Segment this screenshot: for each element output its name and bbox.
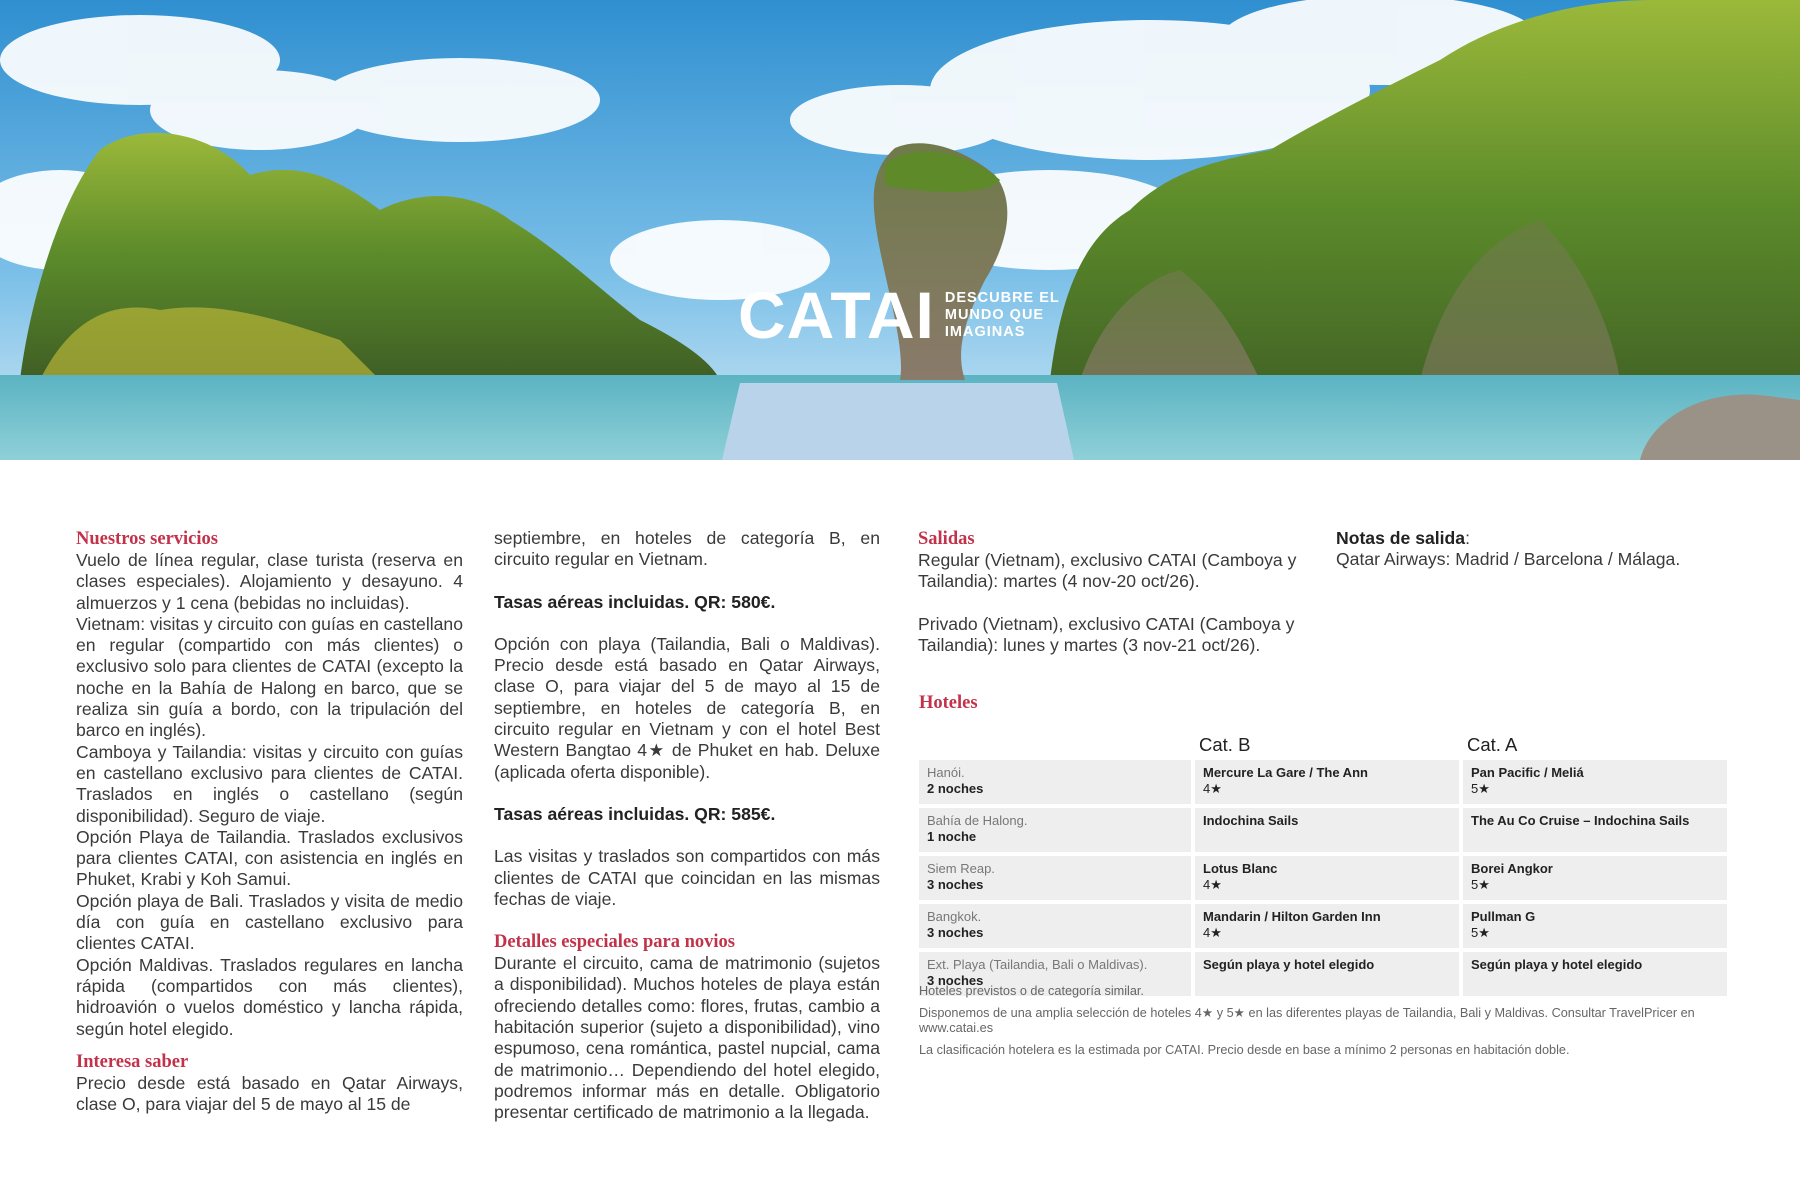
hotel-name: Mandarin / Hilton Garden Inn <box>1203 909 1381 924</box>
destination-nights: 3 noches <box>927 924 984 940</box>
logo-wordmark: CATAI <box>738 278 935 352</box>
tax-note: Tasas aéreas incluidas. QR: 585€. <box>494 803 776 824</box>
hotel-name: Mercure La Gare / The Ann <box>1203 765 1368 780</box>
hotel-name: Pan Pacific / Meliá <box>1471 765 1584 780</box>
services-paragraph: Opción playa de Bali. Traslados y visita de medio día con guía en castellano exclusivo para clientes CATAI. <box>76 890 463 954</box>
destination-cell <box>919 808 1191 852</box>
table-row <box>919 856 1727 900</box>
tagline-line: MUNDO QUE <box>944 306 1045 323</box>
cat-b-cell <box>1195 760 1459 804</box>
tagline-line: DESCUBRE EL <box>944 289 1060 306</box>
destination-cell <box>919 856 1191 900</box>
services-paragraph: Opción Playa de Tailandia. Traslados exclusivos para clientes CATAI, con asistencia en inglés en Phuket, Krabi y Koh Samui. <box>76 826 463 890</box>
hotels-table <box>915 730 1731 1000</box>
destination-cell <box>919 904 1191 948</box>
catai-logo[interactable] <box>738 278 1060 352</box>
destination-nights: 1 noche <box>927 828 977 844</box>
table-row <box>919 808 1727 852</box>
hotel-name: The Au Co Cruise – Indochina Sails <box>1471 813 1690 828</box>
destination-name: Bahía de Halong. <box>927 813 1028 828</box>
tagline-line: IMAGINAS <box>944 323 1026 340</box>
services-paragraph: Camboya y Tailandia: visitas y circuito con guías en castellano exclusivo para clientes de CATAI. Traslados en inglés o castellano (según disponibilidad). Seguro de viaje. <box>76 741 463 826</box>
hotels-heading: Hoteles <box>919 693 978 713</box>
table-header-row <box>919 734 1727 756</box>
destination-nights: 3 noches <box>927 972 984 988</box>
services-paragraph: Vuelo de línea regular, clase turista (reserva en clases especiales). Alojamiento y desayuno. 4 almuerzos y 1 cena (bebidas no incluidas). <box>76 550 463 613</box>
footnote: La clasificación hotelera es la estimada por CATAI. Precio desde en base a mínimo 2 personas en habitación doble. <box>919 1043 1570 1057</box>
hotel-name: Pullman G <box>1471 909 1536 924</box>
table-row <box>919 760 1727 804</box>
services-heading: Nuestros servicios <box>76 529 218 549</box>
hotel-stars: 4★ <box>1203 780 1222 796</box>
interesa-heading: Interesa saber <box>76 1051 189 1072</box>
novios-heading: Detalles especiales para novios <box>494 932 735 953</box>
beach-option-paragraph: Opción con playa (Tailandia, Bali o Maldivas). Precio desde está basado en Qatar Airways, clase O, para viajar del 5 de mayo al 15 de septiembre, en hoteles de categoría B, en circuito regular en Vietnam y con el hotel Best Western Bangtao 4★ de Phuket en hab. Deluxe (aplicada oferta disponible). <box>494 633 880 782</box>
hero-photo <box>0 0 1800 460</box>
hotel-stars: 4★ <box>1203 924 1222 940</box>
services-paragraph: Opción Maldivas. Traslados regulares en lancha rápida (compartidos con más clientes), hidroavión o vuelos doméstico y lancha rápida, según hotel elegido. <box>76 954 463 1039</box>
footnote: Disponemos de una amplia selección de hoteles 4★ y 5★ en las diferentes playas de Tailandia, Bali y Maldivas. Consultar TravelPricer en www.catai.es <box>919 1006 1695 1035</box>
interesa-paragraph-continued: septiembre, en hoteles de categoría B, en circuito regular en Vietnam. <box>494 528 880 570</box>
hotel-stars: 4★ <box>1203 876 1222 892</box>
hotel-stars: 5★ <box>1471 924 1490 940</box>
destination-nights: 3 noches <box>927 876 984 892</box>
notes-text: Qatar Airways: Madrid / Barcelona / Málaga. <box>1336 549 1681 570</box>
cat-a-cell <box>1463 856 1727 900</box>
salidas-heading: Salidas <box>918 529 975 549</box>
salidas-regular: Regular (Vietnam), exclusivo CATAI (Camboya y Tailandia): martes (4 nov-20 oct/26). <box>918 550 1297 592</box>
hotel-name: Según playa y hotel elegido <box>1203 957 1375 972</box>
cat-b-cell <box>1195 856 1459 900</box>
cat-a-cell <box>1463 808 1727 852</box>
destination-nights: 2 noches <box>927 780 984 796</box>
hotel-name: Borei Angkor <box>1471 861 1553 876</box>
hotel-name: Indochina Sails <box>1203 813 1299 828</box>
salidas-privado: Privado (Vietnam), exclusivo CATAI (Camboya y Tailandia): lunes y martes (3 nov-21 oct/26). <box>918 613 1295 655</box>
notes-title-line <box>1336 528 1736 549</box>
hotel-name: Lotus Blanc <box>1203 861 1278 876</box>
tax-note: Tasas aéreas incluidas. QR: 580€. <box>494 591 776 612</box>
info-column <box>494 528 880 1124</box>
destination-cell <box>919 760 1191 804</box>
column-header-cat-b: Cat. B <box>1199 734 1251 755</box>
novios-paragraph: Durante el circuito, cama de matrimonio (sujetos a disponibilidad). Muchos hoteles de playa están ofreciendo detalles como: flores, frutas, cambio a habitación superior (sujeto a disponibilidad), vino espumoso, cena romántica, pastel nupcial, cama de matrimonio… Dependiendo del hotel elegido, podremos informar más en detalle. Obligatorio presentar certificado de matrimonio a la llegada. <box>494 953 880 1123</box>
hotel-footnotes <box>919 984 1699 1065</box>
destination-name: Ext. Playa (Tailandia, Bali o Maldivas). <box>927 957 1148 972</box>
destination-name: Hanói. <box>927 765 965 780</box>
interesa-paragraph: Precio desde está basado en Qatar Airways, clase O, para viajar del 5 de mayo al 15 de <box>76 1072 463 1115</box>
cat-a-cell <box>1463 760 1727 804</box>
column-header-cat-a: Cat. A <box>1467 734 1518 755</box>
shared-visits-paragraph: Las visitas y traslados son compartidos con más clientes de CATAI que coincidan en las mismas fechas de viaje. <box>494 846 880 909</box>
destination-name: Bangkok. <box>927 909 982 924</box>
cat-a-cell <box>1463 904 1727 948</box>
table-header-blank <box>919 734 1191 756</box>
hotel-name: Según playa y hotel elegido <box>1471 957 1643 972</box>
departure-notes-column <box>1336 528 1736 571</box>
hotel-stars: 5★ <box>1471 780 1490 796</box>
hero-banner <box>0 0 1800 460</box>
cat-b-cell <box>1195 904 1459 948</box>
departures-column <box>918 528 1308 656</box>
services-column <box>76 528 463 1115</box>
notes-title: Notas de salida <box>1336 528 1466 548</box>
table-row <box>919 904 1727 948</box>
notes-colon: : <box>1465 528 1470 548</box>
destination-name: Siem Reap. <box>927 861 995 876</box>
logo-tagline <box>945 290 1060 341</box>
services-paragraph: Vietnam: visitas y circuito con guías en castellano en regular (compartido con más clientes) o exclusivo solo para clientes de CATAI (excepto la noche en la Bahía de Halong en barco, que se realiza sin guía a bordo, con la tripulación del barco en inglés). <box>76 613 463 741</box>
hotel-stars: 5★ <box>1471 876 1490 892</box>
cat-b-cell <box>1195 808 1459 852</box>
footnote: Hoteles previstos o de categoría similar. <box>919 984 1144 998</box>
